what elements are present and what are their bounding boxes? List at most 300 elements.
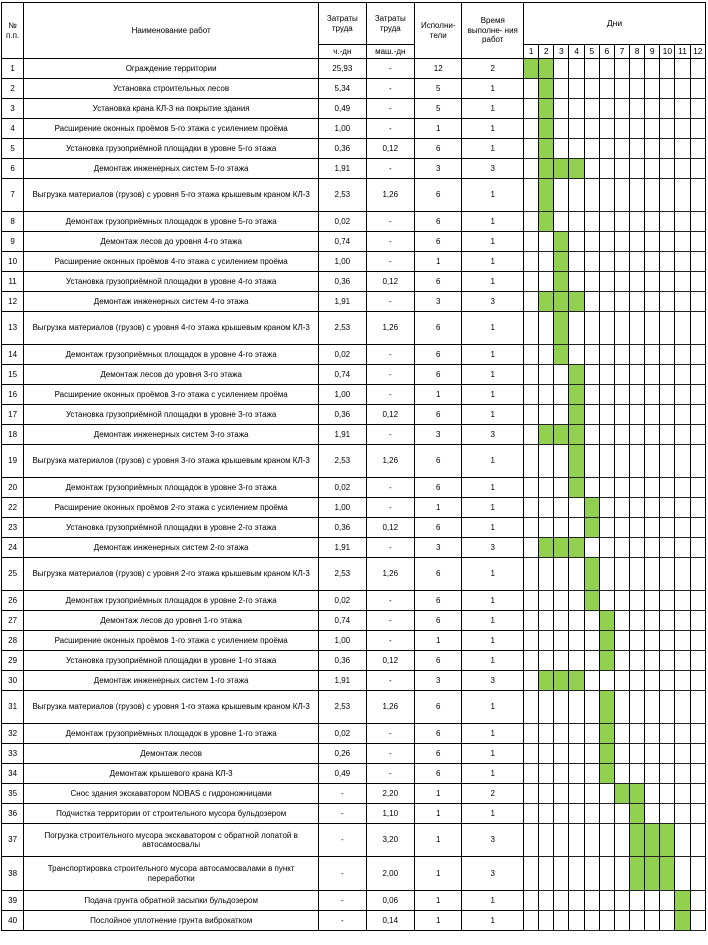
- gantt-empty-cell: [645, 445, 660, 478]
- gantt-empty-cell: [539, 252, 554, 272]
- gantt-empty-cell: [660, 79, 675, 99]
- gantt-empty-cell: [675, 365, 690, 385]
- cell-duration: 1: [462, 891, 524, 911]
- gantt-bar-cell: [539, 59, 554, 79]
- gantt-empty-cell: [614, 804, 629, 824]
- gantt-empty-cell: [584, 744, 599, 764]
- table-row: [2, 744, 706, 764]
- table-row: [2, 79, 706, 99]
- cell-labor: -: [319, 891, 366, 911]
- gantt-empty-cell: [645, 611, 660, 631]
- gantt-empty-cell: [614, 724, 629, 744]
- cell-duration: 3: [462, 425, 524, 445]
- gantt-empty-cell: [599, 445, 614, 478]
- gantt-bar-cell: [569, 365, 584, 385]
- gantt-empty-cell: [645, 119, 660, 139]
- gantt-empty-cell: [630, 345, 645, 365]
- gantt-empty-cell: [554, 724, 569, 744]
- gantt-empty-cell: [614, 119, 629, 139]
- gantt-empty-cell: [539, 365, 554, 385]
- cell-workers: 6: [415, 724, 462, 744]
- gantt-empty-cell: [599, 345, 614, 365]
- gantt-empty-cell: [660, 252, 675, 272]
- gantt-empty-cell: [660, 272, 675, 292]
- gantt-empty-cell: [584, 671, 599, 691]
- gantt-empty-cell: [690, 179, 705, 212]
- gantt-empty-cell: [690, 671, 705, 691]
- cell-duration: 1: [462, 139, 524, 159]
- cell-workers: 3: [415, 425, 462, 445]
- table-row: [2, 179, 706, 212]
- gantt-empty-cell: [524, 671, 539, 691]
- table-row: [2, 139, 706, 159]
- gantt-empty-cell: [675, 724, 690, 744]
- gantt-bar-cell: [539, 292, 554, 312]
- table-row: [2, 857, 706, 891]
- cell-workers: 6: [415, 445, 462, 478]
- gantt-bar-cell: [524, 59, 539, 79]
- gantt-empty-cell: [584, 804, 599, 824]
- gantt-empty-cell: [675, 824, 690, 857]
- gantt-empty-cell: [675, 232, 690, 252]
- gantt-empty-cell: [660, 179, 675, 212]
- gantt-bar-cell: [554, 425, 569, 445]
- gantt-empty-cell: [599, 498, 614, 518]
- gantt-empty-cell: [539, 691, 554, 724]
- gantt-empty-cell: [554, 179, 569, 212]
- gantt-empty-cell: [690, 405, 705, 425]
- table-row: [2, 538, 706, 558]
- gantt-empty-cell: [645, 891, 660, 911]
- gantt-bar-cell: [554, 538, 569, 558]
- gantt-empty-cell: [539, 498, 554, 518]
- gantt-empty-cell: [524, 79, 539, 99]
- cell-name: Демонтаж лесов: [24, 744, 319, 764]
- gantt-empty-cell: [554, 212, 569, 232]
- table-row: [2, 498, 706, 518]
- gantt-empty-cell: [675, 292, 690, 312]
- cell-machine: -: [366, 425, 414, 445]
- gantt-empty-cell: [539, 232, 554, 252]
- gantt-empty-cell: [539, 824, 554, 857]
- gantt-empty-cell: [614, 232, 629, 252]
- gantt-empty-cell: [584, 445, 599, 478]
- gantt-empty-cell: [660, 784, 675, 804]
- cell-duration: 2: [462, 59, 524, 79]
- gantt-empty-cell: [554, 691, 569, 724]
- gantt-empty-cell: [554, 99, 569, 119]
- gantt-empty-cell: [660, 365, 675, 385]
- gantt-empty-cell: [524, 538, 539, 558]
- gantt-empty-cell: [554, 119, 569, 139]
- gantt-empty-cell: [614, 558, 629, 591]
- cell-name: Расширение оконных проёмов 4-го этажа с усилением проёма: [24, 252, 319, 272]
- gantt-bar-cell: [599, 631, 614, 651]
- gantt-empty-cell: [524, 724, 539, 744]
- cell-machine: -: [366, 119, 414, 139]
- cell-labor: 1,91: [319, 292, 366, 312]
- table-row: [2, 212, 706, 232]
- gantt-empty-cell: [599, 312, 614, 345]
- gantt-empty-cell: [614, 159, 629, 179]
- gantt-empty-cell: [539, 744, 554, 764]
- gantt-empty-cell: [614, 59, 629, 79]
- gantt-empty-cell: [645, 159, 660, 179]
- gantt-empty-cell: [675, 139, 690, 159]
- cell-workers: 6: [415, 518, 462, 538]
- cell-name: Демонтаж лесов до уровня 4-го этажа: [24, 232, 319, 252]
- gantt-empty-cell: [660, 498, 675, 518]
- gantt-empty-cell: [675, 79, 690, 99]
- gantt-empty-cell: [599, 425, 614, 445]
- gantt-empty-cell: [645, 252, 660, 272]
- gantt-bar-cell: [599, 744, 614, 764]
- gantt-empty-cell: [614, 478, 629, 498]
- gantt-empty-cell: [554, 365, 569, 385]
- gantt-bar-cell: [554, 292, 569, 312]
- gantt-empty-cell: [645, 345, 660, 365]
- gantt-empty-cell: [524, 691, 539, 724]
- gantt-empty-cell: [614, 518, 629, 538]
- gantt-empty-cell: [675, 804, 690, 824]
- gantt-empty-cell: [584, 857, 599, 891]
- gantt-empty-cell: [554, 891, 569, 911]
- cell-labor: 2,53: [319, 558, 366, 591]
- gantt-bar-cell: [584, 591, 599, 611]
- gantt-empty-cell: [524, 99, 539, 119]
- cell-labor: 0,74: [319, 611, 366, 631]
- gantt-empty-cell: [645, 79, 660, 99]
- cell-workers: 1: [415, 119, 462, 139]
- gantt-empty-cell: [660, 405, 675, 425]
- gantt-empty-cell: [614, 691, 629, 724]
- gantt-empty-cell: [690, 365, 705, 385]
- cell-labor: 0,36: [319, 651, 366, 671]
- gantt-empty-cell: [630, 99, 645, 119]
- cell-num: 26: [2, 591, 24, 611]
- gantt-empty-cell: [614, 824, 629, 857]
- gantt-empty-cell: [675, 744, 690, 764]
- cell-duration: 3: [462, 538, 524, 558]
- gantt-bar-cell: [554, 252, 569, 272]
- cell-duration: 1: [462, 312, 524, 345]
- gantt-empty-cell: [645, 631, 660, 651]
- cell-duration: 1: [462, 232, 524, 252]
- cell-workers: 6: [415, 591, 462, 611]
- gantt-empty-cell: [675, 651, 690, 671]
- cell-name: Выгрузка материалов (грузов) с уровня 2-го этажа крышевым краном КЛ-3: [24, 558, 319, 591]
- gantt-empty-cell: [584, 405, 599, 425]
- gantt-empty-cell: [554, 59, 569, 79]
- table-row: [2, 611, 706, 631]
- cell-machine: 0,06: [366, 891, 414, 911]
- day-number-header: 9: [645, 45, 660, 59]
- gantt-empty-cell: [569, 804, 584, 824]
- table-row: [2, 631, 706, 651]
- cell-num: 17: [2, 405, 24, 425]
- gantt-empty-cell: [690, 518, 705, 538]
- gantt-bar-cell: [554, 272, 569, 292]
- gantt-empty-cell: [630, 139, 645, 159]
- cell-duration: 1: [462, 212, 524, 232]
- gantt-empty-cell: [569, 79, 584, 99]
- gantt-empty-cell: [599, 232, 614, 252]
- gantt-empty-cell: [660, 804, 675, 824]
- gantt-empty-cell: [645, 651, 660, 671]
- cell-workers: 6: [415, 651, 462, 671]
- gantt-empty-cell: [524, 345, 539, 365]
- cell-labor: 0,02: [319, 724, 366, 744]
- gantt-empty-cell: [645, 804, 660, 824]
- gantt-empty-cell: [675, 59, 690, 79]
- cell-name: Установка грузоприёмной площадки в уровне 2-го этажа: [24, 518, 319, 538]
- cell-num: 4: [2, 119, 24, 139]
- cell-num: 1: [2, 59, 24, 79]
- gantt-empty-cell: [630, 365, 645, 385]
- cell-workers: 3: [415, 671, 462, 691]
- day-number-header: 4: [569, 45, 584, 59]
- gantt-empty-cell: [584, 611, 599, 631]
- gantt-empty-cell: [524, 824, 539, 857]
- cell-name: Установка грузоприёмной площадки в уровне 1-го этажа: [24, 651, 319, 671]
- gantt-empty-cell: [675, 478, 690, 498]
- cell-duration: 1: [462, 365, 524, 385]
- gantt-empty-cell: [675, 252, 690, 272]
- gantt-empty-cell: [599, 804, 614, 824]
- gantt-empty-cell: [524, 558, 539, 591]
- cell-labor: 0,02: [319, 345, 366, 365]
- cell-labor: 0,02: [319, 591, 366, 611]
- gantt-empty-cell: [569, 119, 584, 139]
- cell-duration: 3: [462, 292, 524, 312]
- gantt-empty-cell: [584, 724, 599, 744]
- cell-labor: 2,53: [319, 445, 366, 478]
- gantt-empty-cell: [569, 272, 584, 292]
- gantt-empty-cell: [645, 179, 660, 212]
- gantt-bar-cell: [539, 538, 554, 558]
- gantt-bar-cell: [569, 445, 584, 478]
- gantt-empty-cell: [584, 891, 599, 911]
- cell-name: Расширение оконных проёмов 1-го этажа с усилением проёма: [24, 631, 319, 651]
- gantt-empty-cell: [630, 631, 645, 651]
- gantt-empty-cell: [584, 764, 599, 784]
- gantt-empty-cell: [660, 292, 675, 312]
- gantt-empty-cell: [569, 139, 584, 159]
- gantt-empty-cell: [569, 212, 584, 232]
- table-row: [2, 425, 706, 445]
- gantt-empty-cell: [539, 272, 554, 292]
- gantt-empty-cell: [614, 345, 629, 365]
- gantt-bar-cell: [569, 671, 584, 691]
- cell-num: 33: [2, 744, 24, 764]
- cell-name: Демонтаж лесов до уровня 1-го этажа: [24, 611, 319, 631]
- gantt-empty-cell: [524, 518, 539, 538]
- gantt-empty-cell: [584, 631, 599, 651]
- gantt-bar-cell: [569, 405, 584, 425]
- cell-name: Демонтаж инженерных систем 3-го этажа: [24, 425, 319, 445]
- cell-num: 12: [2, 292, 24, 312]
- gantt-bar-cell: [584, 558, 599, 591]
- cell-num: 29: [2, 651, 24, 671]
- gantt-empty-cell: [524, 591, 539, 611]
- cell-duration: 1: [462, 99, 524, 119]
- gantt-empty-cell: [584, 784, 599, 804]
- gantt-empty-cell: [524, 272, 539, 292]
- gantt-empty-cell: [539, 385, 554, 405]
- gantt-empty-cell: [690, 631, 705, 651]
- cell-num: 14: [2, 345, 24, 365]
- gantt-empty-cell: [524, 405, 539, 425]
- cell-duration: 1: [462, 119, 524, 139]
- gantt-empty-cell: [645, 232, 660, 252]
- cell-machine: -: [366, 99, 414, 119]
- gantt-empty-cell: [630, 79, 645, 99]
- cell-workers: 6: [415, 764, 462, 784]
- gantt-bar-cell: [599, 691, 614, 724]
- gantt-empty-cell: [690, 804, 705, 824]
- gantt-bar-cell: [599, 651, 614, 671]
- cell-workers: 3: [415, 159, 462, 179]
- gantt-empty-cell: [660, 345, 675, 365]
- cell-workers: 6: [415, 272, 462, 292]
- cell-workers: 6: [415, 405, 462, 425]
- cell-labor: 2,53: [319, 312, 366, 345]
- gantt-empty-cell: [660, 232, 675, 252]
- gantt-bar-cell: [599, 764, 614, 784]
- gantt-empty-cell: [554, 911, 569, 931]
- gantt-empty-cell: [630, 405, 645, 425]
- cell-name: Демонтаж инженерных систем 1-го этажа: [24, 671, 319, 691]
- cell-labor: 1,91: [319, 159, 366, 179]
- gantt-empty-cell: [645, 272, 660, 292]
- cell-name: Демонтаж крышевого крана КЛ-3: [24, 764, 319, 784]
- gantt-empty-cell: [660, 478, 675, 498]
- gantt-empty-cell: [614, 385, 629, 405]
- gantt-empty-cell: [690, 425, 705, 445]
- gantt-empty-cell: [645, 591, 660, 611]
- table-row: [2, 724, 706, 744]
- gantt-empty-cell: [584, 79, 599, 99]
- cell-num: 11: [2, 272, 24, 292]
- gantt-empty-cell: [614, 764, 629, 784]
- gantt-empty-cell: [599, 824, 614, 857]
- gantt-empty-cell: [614, 139, 629, 159]
- cell-machine: 0,12: [366, 651, 414, 671]
- gantt-empty-cell: [630, 891, 645, 911]
- table-row: [2, 365, 706, 385]
- day-number-header: 8: [630, 45, 645, 59]
- gantt-empty-cell: [630, 445, 645, 478]
- gantt-empty-cell: [675, 591, 690, 611]
- day-number-header: 2: [539, 45, 554, 59]
- gantt-empty-cell: [660, 911, 675, 931]
- cell-workers: 1: [415, 784, 462, 804]
- cell-labor: 0,36: [319, 405, 366, 425]
- cell-machine: -: [366, 671, 414, 691]
- gantt-empty-cell: [675, 119, 690, 139]
- cell-machine: -: [366, 212, 414, 232]
- cell-num: 36: [2, 804, 24, 824]
- gantt-empty-cell: [645, 671, 660, 691]
- gantt-empty-cell: [569, 345, 584, 365]
- cell-machine: 1,10: [366, 804, 414, 824]
- gantt-empty-cell: [599, 272, 614, 292]
- cell-num: 30: [2, 671, 24, 691]
- cell-machine: 1,26: [366, 691, 414, 724]
- gantt-empty-cell: [584, 252, 599, 272]
- gantt-empty-cell: [630, 498, 645, 518]
- gantt-empty-cell: [569, 857, 584, 891]
- table-row: [2, 385, 706, 405]
- gantt-bar-cell: [599, 611, 614, 631]
- cell-workers: 6: [415, 179, 462, 212]
- gantt-empty-cell: [690, 538, 705, 558]
- cell-workers: 1: [415, 498, 462, 518]
- cell-num: 19: [2, 445, 24, 478]
- cell-machine: -: [366, 59, 414, 79]
- gantt-empty-cell: [614, 272, 629, 292]
- table-row: [2, 824, 706, 857]
- gantt-empty-cell: [599, 538, 614, 558]
- cell-labor: 0,02: [319, 478, 366, 498]
- gantt-empty-cell: [614, 744, 629, 764]
- cell-workers: 1: [415, 385, 462, 405]
- gantt-empty-cell: [539, 558, 554, 591]
- gantt-empty-cell: [554, 518, 569, 538]
- gantt-empty-cell: [614, 911, 629, 931]
- gantt-empty-cell: [645, 312, 660, 345]
- gantt-empty-cell: [690, 212, 705, 232]
- gantt-bar-cell: [630, 857, 645, 891]
- cell-num: 35: [2, 784, 24, 804]
- gantt-empty-cell: [675, 345, 690, 365]
- day-number-header: 6: [599, 45, 614, 59]
- gantt-empty-cell: [614, 405, 629, 425]
- gantt-empty-cell: [630, 691, 645, 724]
- gantt-empty-cell: [554, 764, 569, 784]
- cell-duration: 1: [462, 445, 524, 478]
- cell-machine: 2,20: [366, 784, 414, 804]
- cell-duration: 1: [462, 345, 524, 365]
- gantt-bar-cell: [675, 891, 690, 911]
- cell-machine: -: [366, 724, 414, 744]
- cell-num: 39: [2, 891, 24, 911]
- gantt-empty-cell: [524, 804, 539, 824]
- header-machine: Затраты труда: [366, 3, 414, 45]
- gantt-empty-cell: [645, 365, 660, 385]
- gantt-empty-cell: [690, 272, 705, 292]
- gantt-empty-cell: [569, 691, 584, 724]
- gantt-empty-cell: [614, 212, 629, 232]
- header-num: № п.п.: [2, 3, 24, 59]
- gantt-empty-cell: [524, 631, 539, 651]
- cell-labor: 0,74: [319, 232, 366, 252]
- gantt-empty-cell: [690, 824, 705, 857]
- table-row: [2, 891, 706, 911]
- cell-labor: 0,02: [319, 212, 366, 232]
- gantt-empty-cell: [614, 179, 629, 212]
- cell-name: Подача грунта обратной засыпки бульдозером: [24, 891, 319, 911]
- gantt-empty-cell: [554, 631, 569, 651]
- gantt-empty-cell: [524, 478, 539, 498]
- gantt-empty-cell: [614, 538, 629, 558]
- cell-machine: -: [366, 538, 414, 558]
- table-row: [2, 252, 706, 272]
- gantt-empty-cell: [524, 764, 539, 784]
- gantt-empty-cell: [690, 691, 705, 724]
- gantt-bar-cell: [554, 345, 569, 365]
- gantt-empty-cell: [554, 445, 569, 478]
